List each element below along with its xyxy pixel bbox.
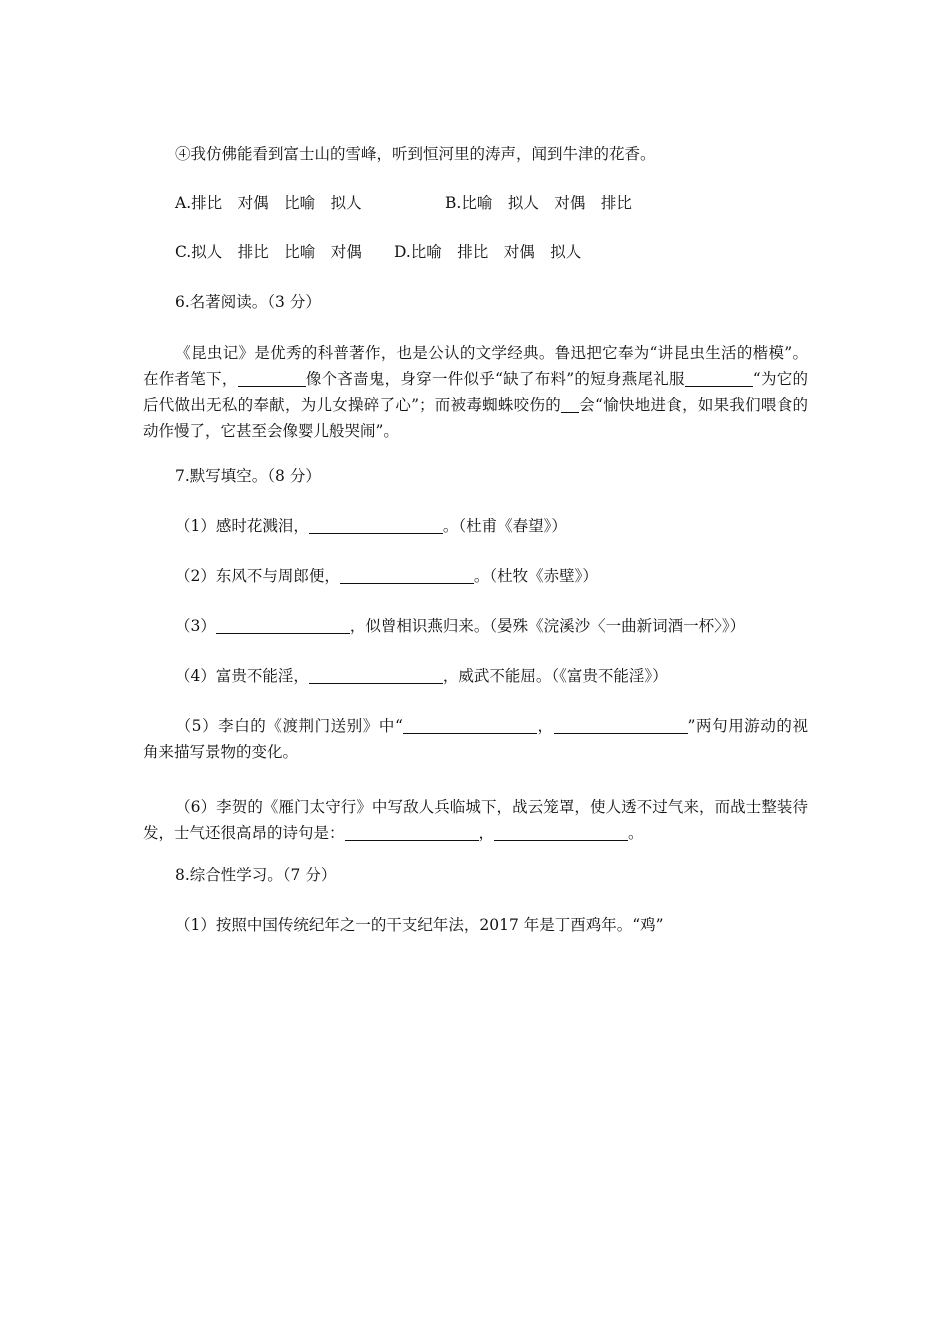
q6-text-3: “为它的后代做出无私的奉献，为儿女操碎了心”；而被毒蜘蛛咬伤的 [143, 370, 808, 414]
q5-option-a: A.排比 对偶 比喻 拟人 [175, 194, 362, 212]
q5-options-ab [175, 192, 632, 214]
q8-title: 8.综合性学习。（7 分） [175, 866, 337, 884]
q6-blank-1[interactable] [238, 370, 306, 387]
q5-option-c: C.拟人 排比 比喻 对偶 [175, 243, 362, 261]
q5-option-b: B.比喻 拟人 对偶 排比 [445, 194, 632, 212]
q7-item-5 [143, 713, 808, 765]
q7-item-1-text: （1）感时花溅泪， [175, 517, 309, 535]
q7-blank-6a[interactable] [345, 824, 479, 841]
q7-blank-3[interactable] [216, 617, 350, 634]
q7-item-2-source: 。（杜牧《赤壁》） [473, 567, 598, 585]
q6-blank-3[interactable] [561, 396, 579, 413]
q6-paragraph [143, 340, 808, 444]
q7-item-5-text: （5）李白的《渡荆门送别》中“ [175, 717, 403, 735]
q6-text-2: 像个吝啬鬼，身穿一件似乎“缺了布料”的短身燕尾礼服 [305, 370, 685, 388]
q7-item-6-comma: ， [478, 824, 495, 842]
q5-options-cd [175, 241, 581, 263]
q7-blank-4[interactable] [309, 667, 443, 684]
q7-blank-5b[interactable] [554, 717, 688, 734]
q7-item-4 [175, 665, 668, 687]
q6-title: 6.名著阅读。（3 分） [175, 293, 321, 311]
q7-item-3-number: （3） [175, 617, 216, 635]
q5-item-4: ④我仿佛能看到富士山的雪峰，听到恒河里的涛声，闻到牛津的花香。 [175, 145, 656, 163]
q7-item-4-source: ，威武不能屈。（《富贵不能淫》） [442, 667, 668, 685]
q7-blank-1[interactable] [309, 517, 443, 534]
q6-text-4: 会“愉快地进食，如果我们喂食的动作慢了，它甚至会像婴儿般哭闹”。 [143, 396, 808, 440]
q6-blank-2[interactable] [685, 370, 753, 387]
q7-item-1 [175, 515, 567, 537]
q7-item-5-comma: ， [536, 717, 554, 735]
q7-item-6 [143, 794, 808, 846]
q7-item-6-end: 。 [628, 824, 644, 842]
q7-blank-6b[interactable] [494, 824, 628, 841]
q7-blank-5a[interactable] [403, 717, 537, 734]
q5-option-d: D.比喻 排比 对偶 拟人 [394, 243, 582, 261]
q7-item-6-text: （6）李贺的《雁门太守行》中写敌人兵临城下，战云笼罩，使人透不过气来，而战士整装待发，士气还很高昂的诗句是： [143, 798, 808, 842]
q8-item-1: （1）按照中国传统纪年之一的干支纪年法，2017 年是丁酉鸡年。“鸡” [175, 916, 664, 934]
q7-item-5-tail: ”两句用游动的视角来描写景物的变化。 [143, 717, 808, 761]
q7-item-4-text: （4）富贵不能淫， [175, 667, 309, 685]
q7-item-2-text: （2）东风不与周郎便， [175, 567, 340, 585]
q7-item-3 [175, 615, 745, 637]
q6-text-1: 《昆虫记》是优秀的科普著作，也是公认的文学经典。鲁迅把它奉为“讲昆虫生活的楷模”。在作者笔下， [143, 344, 808, 388]
q7-blank-2[interactable] [340, 567, 474, 584]
q7-item-1-source: 。（杜甫《春望》） [442, 517, 567, 535]
q7-title: 7.默写填空。（8 分） [175, 467, 321, 485]
q7-item-3-text: ，似曾相识燕归来。（晏殊《浣溪沙〈一曲新词酒一杯〉》） [349, 617, 746, 635]
q7-item-2 [175, 565, 598, 587]
